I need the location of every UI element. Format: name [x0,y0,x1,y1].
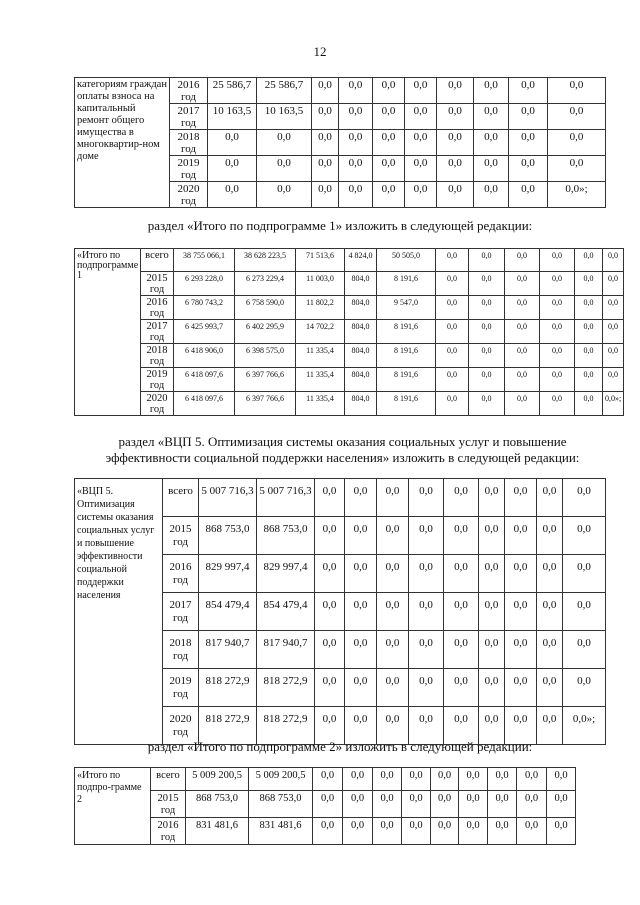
value-cell: 0,0 [517,791,547,818]
value-cell: 4 824,0 [345,249,377,272]
value-cell: 0,0»; [603,392,624,416]
value-cell: 868 753,0 [199,517,257,555]
value-cell: 0,0 [373,156,405,182]
value-cell: 0,0 [345,593,377,631]
value-cell: 0,0 [345,479,377,517]
value-cell: 831 481,6 [186,818,249,845]
value-cell: 10 163,5 [208,104,257,130]
value-cell: 0,0 [488,768,517,791]
value-cell: 0,0 [345,707,377,745]
value-cell: 829 997,4 [199,555,257,593]
year-cell: 2015 год [151,791,186,818]
value-cell: 0,0»; [548,182,606,208]
value-cell: 0,0 [339,156,373,182]
table-row [75,320,640,344]
year-cell: 2015 год [163,517,199,555]
value-cell: 8 191,6 [377,272,436,296]
value-cell: 0,0 [540,344,575,368]
value-cell: 71 513,6 [296,249,345,272]
year-cell: 2016 год [163,555,199,593]
value-cell: 0,0 [444,669,479,707]
year-cell: 2020 год [170,182,208,208]
value-cell: 0,0 [469,392,505,416]
value-cell: 10 163,5 [257,104,312,130]
value-cell: 0,0 [505,631,537,669]
value-cell: 804,0 [345,272,377,296]
value-cell: 0,0 [343,768,373,791]
year-cell: 2017 год [163,593,199,631]
value-cell: 0,0 [373,104,405,130]
value-cell: 0,0 [312,130,339,156]
value-cell: 25 586,7 [257,78,312,104]
value-cell: 0,0 [373,130,405,156]
value-cell: 0,0 [505,368,540,392]
table-row [75,479,606,517]
value-cell: 0,0 [488,791,517,818]
value-cell: 0,0 [208,182,257,208]
value-cell: 0,0 [409,631,444,669]
year-cell: 2017 год [170,104,208,130]
value-cell: 0,0 [343,818,373,845]
table-row [75,791,606,818]
value-cell: 0,0 [431,768,459,791]
value-cell: 0,0 [548,156,606,182]
value-cell: 0,0 [405,104,437,130]
value-cell: 0,0 [409,707,444,745]
value-cell: 818 272,9 [199,669,257,707]
value-cell: 0,0 [505,272,540,296]
value-cell: 6 418 906,0 [174,344,235,368]
value-cell: 0,0 [436,296,469,320]
year-cell: 2016 год [141,296,174,320]
value-cell: 0,0 [505,392,540,416]
value-cell: 831 481,6 [249,818,313,845]
value-cell: 0,0 [409,555,444,593]
value-cell: 0,0 [547,768,576,791]
value-cell: 868 753,0 [249,791,313,818]
value-cell: 0,0 [479,593,505,631]
value-cell: 0,0 [469,320,505,344]
value-cell: 6 418 097,6 [174,368,235,392]
value-cell: 0,0 [444,707,479,745]
value-cell: 0,0 [563,479,606,517]
value-cell: 0,0 [377,555,409,593]
value-cell: 0,0 [537,517,563,555]
value-cell: 11 335,4 [296,368,345,392]
value-cell: 0,0 [509,130,548,156]
year-cell: 2019 год [141,368,174,392]
value-cell: 0,0 [377,669,409,707]
row-group-label: категориям граждан оплаты взноса на капитальный ремонт общего имущества в многоквартир-ном доме [75,78,170,208]
value-cell: 0,0 [540,320,575,344]
row-group-label: «ВЦП 5. Оптимизация системы оказания социальных услуг и повышение эффективности социальной поддержки населения [75,479,163,745]
value-cell: 0,0 [339,78,373,104]
value-cell: 0,0 [474,78,509,104]
table-social-support-categories [74,77,606,208]
value-cell: 0,0 [509,104,548,130]
value-cell: 0,0 [437,104,474,130]
value-cell: 0,0 [313,768,343,791]
table-vcp5 [74,478,606,745]
value-cell: 0,0 [505,517,537,555]
value-cell: 0,0 [377,479,409,517]
value-cell: 0,0 [537,669,563,707]
value-cell: 0,0 [436,344,469,368]
value-cell: 0,0 [436,392,469,416]
value-cell: 0,0 [373,818,402,845]
value-cell: 0,0 [505,320,540,344]
value-cell: 0,0 [540,249,575,272]
value-cell: 829 997,4 [257,555,315,593]
value-cell: 0,0 [505,344,540,368]
value-cell: 6 780 743,2 [174,296,235,320]
table-row [75,392,640,416]
year-cell: 2017 год [141,320,174,344]
value-cell: 0,0 [409,517,444,555]
table-row [75,818,606,845]
value-cell: 0,0 [208,156,257,182]
value-cell: 0,0 [575,272,603,296]
value-cell: 0,0 [313,791,343,818]
value-cell: 0,0 [563,593,606,631]
value-cell: 5 009 200,5 [186,768,249,791]
value-cell: 0,0 [444,555,479,593]
value-cell: 25 586,7 [208,78,257,104]
value-cell: 0,0 [479,707,505,745]
value-cell: 5 007 716,3 [257,479,315,517]
value-cell: 0,0 [505,707,537,745]
value-cell: 804,0 [345,296,377,320]
value-cell: 854 479,4 [257,593,315,631]
value-cell: 0,0 [540,272,575,296]
year-cell: 2018 год [141,344,174,368]
value-cell: 6 293 228,0 [174,272,235,296]
value-cell: 14 702,2 [296,320,345,344]
value-cell: 0,0 [474,130,509,156]
value-cell: 0,0 [315,593,345,631]
year-cell: 2019 год [163,669,199,707]
year-cell: 2016 год [151,818,186,845]
value-cell: 0,0 [505,593,537,631]
year-cell: 2019 год [170,156,208,182]
value-cell: 0,0 [339,130,373,156]
value-cell: 0,0 [505,669,537,707]
value-cell: 6 397 766,6 [235,392,296,416]
value-cell: 0,0 [345,517,377,555]
value-cell: 8 191,6 [377,320,436,344]
value-cell: 0,0 [548,130,606,156]
value-cell: 0,0 [575,249,603,272]
value-cell: 0,0 [312,156,339,182]
value-cell: 804,0 [345,392,377,416]
value-cell: 0,0 [505,479,537,517]
value-cell: 818 272,9 [257,707,315,745]
value-cell: 0,0 [548,78,606,104]
value-cell: 0,0 [436,249,469,272]
value-cell: 0,0 [575,296,603,320]
value-cell: 0,0 [548,104,606,130]
value-cell: 0,0 [509,182,548,208]
value-cell: 8 191,6 [377,368,436,392]
value-cell: 0,0 [603,249,624,272]
value-cell: 6 418 097,6 [174,392,235,416]
year-cell: 2018 год [163,631,199,669]
value-cell: 0,0 [575,368,603,392]
value-cell: 0,0 [436,320,469,344]
value-cell: 0,0 [405,130,437,156]
value-cell: 0,0 [547,818,576,845]
value-cell: 6 402 295,9 [235,320,296,344]
page-number: 12 [313,44,327,59]
value-cell: 0,0 [469,272,505,296]
value-cell: 8 191,6 [377,392,436,416]
row-group-label: «Итого по подпрограмме 1 [75,249,141,416]
value-cell: 0,0 [315,555,345,593]
value-cell: 0,0 [603,344,624,368]
value-cell: 804,0 [345,320,377,344]
value-cell: 0,0 [474,182,509,208]
value-cell: 0,0 [547,791,576,818]
value-cell: 0,0 [563,555,606,593]
value-cell: 0,0 [315,517,345,555]
year-cell: всего [141,249,174,272]
value-cell: 0,0 [315,707,345,745]
year-cell: 2020 год [163,707,199,745]
value-cell: 0,0 [479,669,505,707]
value-cell: 0,0 [540,368,575,392]
value-cell: 0,0 [537,631,563,669]
value-cell: 0,0 [377,631,409,669]
value-cell: 5 007 716,3 [199,479,257,517]
value-cell: 0,0 [377,707,409,745]
value-cell: 868 753,0 [257,517,315,555]
table-row [75,368,640,392]
value-cell: 0,0 [257,182,312,208]
value-cell: 0,0 [517,818,547,845]
value-cell: 0,0 [373,78,405,104]
table-total-subprogram-2 [74,767,606,845]
value-cell: 6 758 590,0 [235,296,296,320]
table-total-subprogram-1 [74,248,640,416]
value-cell: 0,0 [437,130,474,156]
value-cell: 0,0 [402,791,431,818]
table-row [75,78,606,104]
value-cell: 11 003,0 [296,272,345,296]
value-cell: 0,0 [575,392,603,416]
value-cell: 0,0 [437,182,474,208]
value-cell: 818 272,9 [199,707,257,745]
value-cell: 0,0 [537,593,563,631]
value-cell: 0,0 [345,669,377,707]
value-cell: 6 398 575,0 [235,344,296,368]
value-cell: 0,0 [444,479,479,517]
value-cell: 0,0 [488,818,517,845]
value-cell: 8 191,6 [377,344,436,368]
value-cell: 0,0 [469,368,505,392]
value-cell: 0,0 [431,791,459,818]
value-cell: 0,0 [469,296,505,320]
value-cell: 0,0 [479,555,505,593]
value-cell: 0,0 [339,104,373,130]
value-cell: 50 505,0 [377,249,436,272]
value-cell: 6 397 766,6 [235,368,296,392]
value-cell: 0,0 [474,156,509,182]
value-cell: 804,0 [345,344,377,368]
value-cell: 0,0 [459,791,488,818]
value-cell: 9 547,0 [377,296,436,320]
year-cell: 2016 год [170,78,208,104]
value-cell: 0,0 [339,182,373,208]
value-cell: 0,0 [479,517,505,555]
table-row [75,344,640,368]
value-cell: 0,0 [505,296,540,320]
value-cell: 0,0 [469,249,505,272]
value-cell: 868 753,0 [186,791,249,818]
value-cell: 0,0 [575,320,603,344]
value-cell: 0,0 [345,631,377,669]
table-row [75,249,640,272]
table-row [75,272,640,296]
value-cell: 0,0 [474,104,509,130]
value-cell: 0,0 [540,296,575,320]
value-cell: 11 335,4 [296,344,345,368]
year-cell: всего [151,768,186,791]
value-cell: 0,0 [431,818,459,845]
year-cell: 2018 год [170,130,208,156]
value-cell: 0,0 [603,368,624,392]
row-group-label: «Итого по подпро-грамме 2 [75,768,151,845]
value-cell: 0,0 [444,517,479,555]
value-cell: 0,0 [345,555,377,593]
value-cell: 0,0 [402,768,431,791]
value-cell: 5 009 200,5 [249,768,313,791]
value-cell: 0,0 [436,368,469,392]
value-cell: 0,0 [437,78,474,104]
year-cell: всего [163,479,199,517]
value-cell: 0,0 [312,78,339,104]
value-cell: 0,0 [373,768,402,791]
value-cell: 0,0 [479,631,505,669]
value-cell: 0,0 [315,631,345,669]
value-cell: 11 802,2 [296,296,345,320]
value-cell: 0,0 [343,791,373,818]
value-cell: 818 272,9 [257,669,315,707]
value-cell: 0,0 [436,272,469,296]
value-cell: 0,0 [575,344,603,368]
instruction-paragraph-1: раздел «Итого по подпрограмме 1» изложить в следующей редакции: [147,218,533,233]
value-cell: 0,0 [517,768,547,791]
year-cell: 2015 год [141,272,174,296]
value-cell: 0,0 [409,669,444,707]
instruction-paragraph-2: раздел «ВЦП 5. Оптимизация системы оказания социальных услуг и повышение эффективности социальной поддержки населения» изложить в следующей редакции: [105,434,580,465]
value-cell: 0,0 [505,249,540,272]
value-cell: 0,0 [603,320,624,344]
value-cell: 804,0 [345,368,377,392]
value-cell: 6 273 229,4 [235,272,296,296]
value-cell: 0,0 [312,104,339,130]
value-cell: 11 335,4 [296,392,345,416]
value-cell: 0,0 [479,479,505,517]
value-cell: 0,0 [537,555,563,593]
value-cell: 0,0 [405,78,437,104]
instruction-paragraph-3: раздел «Итого по подпрограмме 2» изложить в следующей редакции: [147,739,533,754]
value-cell: 0,0 [537,479,563,517]
year-cell: 2020 год [141,392,174,416]
value-cell: 0,0 [437,156,474,182]
value-cell: 0,0 [603,296,624,320]
value-cell: 0,0 [377,517,409,555]
value-cell: 0,0 [509,78,548,104]
value-cell: 0,0 [373,791,402,818]
value-cell: 0,0 [405,156,437,182]
value-cell: 0,0 [459,818,488,845]
value-cell: 817 940,7 [257,631,315,669]
value-cell: 0,0 [563,517,606,555]
value-cell: 0,0 [377,593,409,631]
value-cell: 0,0 [373,182,405,208]
value-cell: 0,0 [405,182,437,208]
table-row [75,296,640,320]
value-cell: 0,0 [208,130,257,156]
value-cell: 0,0 [444,593,479,631]
value-cell: 817 940,7 [199,631,257,669]
value-cell: 0,0 [563,669,606,707]
value-cell: 854 479,4 [199,593,257,631]
value-cell: 0,0 [563,631,606,669]
value-cell: 38 755 066,1 [174,249,235,272]
value-cell: 0,0 [540,392,575,416]
value-cell: 0,0 [257,130,312,156]
value-cell: 0,0 [509,156,548,182]
value-cell: 0,0 [537,707,563,745]
value-cell: 6 425 993,7 [174,320,235,344]
table-row [75,768,606,791]
value-cell: 0,0 [444,631,479,669]
value-cell: 0,0 [313,818,343,845]
value-cell: 0,0 [603,272,624,296]
value-cell: 0,0 [312,182,339,208]
value-cell: 0,0»; [563,707,606,745]
value-cell: 0,0 [469,344,505,368]
value-cell: 0,0 [315,669,345,707]
value-cell: 0,0 [315,479,345,517]
value-cell: 0,0 [257,156,312,182]
value-cell: 0,0 [459,768,488,791]
value-cell: 0,0 [505,555,537,593]
value-cell: 0,0 [409,479,444,517]
value-cell: 38 628 223,5 [235,249,296,272]
value-cell: 0,0 [409,593,444,631]
value-cell: 0,0 [402,818,431,845]
